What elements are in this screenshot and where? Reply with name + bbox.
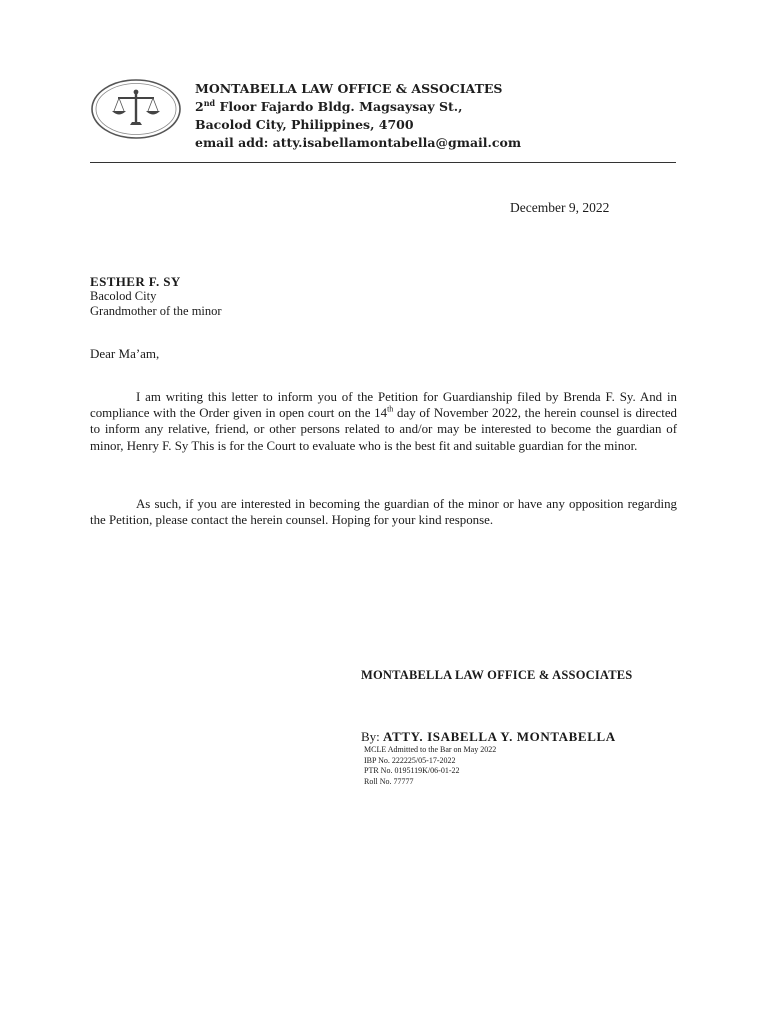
body-paragraph-1-ordinal: th — [387, 404, 394, 414]
signature-by-line — [361, 729, 616, 745]
scales-of-justice-icon — [90, 78, 182, 140]
signature-attorney-name: ATTY. ISABELLA Y. MONTABELLA — [383, 729, 616, 744]
credential-mcle: MCLE Admitted to the Bar on May 2022 — [364, 745, 497, 754]
addressee-block — [90, 274, 222, 319]
addressee-name: ESTHER F. SY — [90, 274, 181, 289]
salutation: Dear Ma’am, — [90, 346, 160, 361]
body-paragraph-1-part1: I am writing this letter to inform you of the Petition for Guardianship filed by Brenda F. Sy. And in compliance with the Order given in open court on the 14 — [90, 390, 677, 421]
address-line1-rest: Floor Fajardo Bldg. Magsaysay St., — [215, 99, 463, 114]
letterhead-firm-name: MONTABELLA LAW OFFICE & ASSOCIATES — [195, 81, 503, 96]
letter-date: December 9, 2022 — [510, 200, 610, 215]
letterhead-address-line2: Bacolod City, Philippines, 4700 — [195, 117, 414, 132]
body-paragraph-1 — [90, 389, 677, 454]
address-floor-number: 2 — [195, 99, 204, 114]
attorney-credentials — [364, 745, 496, 787]
letterhead-divider — [90, 162, 676, 163]
credential-ptr: PTR No. 0195119K/06-01-22 — [364, 766, 460, 775]
body-paragraph-1-part2: day of November 2022, the herein counsel is directed to inform any relative, friend, or other persons related to and/or may be interested to become the guardian of minor, Henry F. Sy This is for the Court to evaluate who is the best fit and suitable guardian for the minor. — [90, 406, 677, 453]
body-paragraph-2: As such, if you are interested in becoming the guardian of the minor or have any opposition regarding the Petition, please contact the herein counsel. Hoping for your kind response. — [90, 497, 677, 528]
letterhead-address-line1 — [195, 98, 521, 116]
letterhead-text — [195, 80, 521, 152]
letterhead-email: email add: atty.isabellamontabella@gmail.com — [195, 135, 522, 150]
credential-ibp: IBP No. 222225/05-17-2022 — [364, 755, 456, 765]
addressee-relation: Grandmother of the minor — [90, 304, 222, 318]
signature-firm: MONTABELLA LAW OFFICE & ASSOCIATES — [361, 668, 633, 682]
address-floor-suffix: nd — [203, 97, 216, 108]
credential-roll: Roll No. 77777 — [364, 776, 414, 786]
signature-by-label: By: — [361, 729, 384, 744]
letterhead — [90, 74, 676, 166]
addressee-city: Bacolod City — [90, 289, 157, 303]
